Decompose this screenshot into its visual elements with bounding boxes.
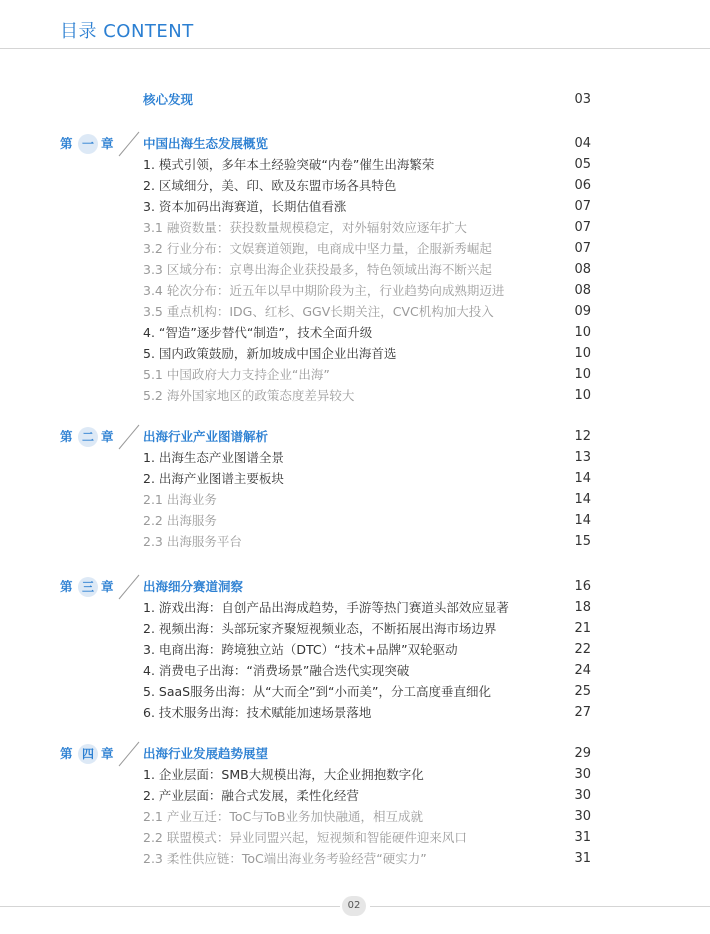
toc-entry-title: 3.1 融资数量：获投数量规模稳定，对外辐射效应逐年扩大 <box>143 220 467 235</box>
toc-entry-title: 2.2 出海服务 <box>143 513 217 528</box>
toc-chapter-heading[interactable] <box>143 744 591 764</box>
toc-section-entry[interactable] <box>143 703 591 723</box>
toc-entry-page: 07 <box>574 241 591 256</box>
toc-entry-title: 3.5 重点机构：IDG、红杉、GGV长期关注，CVC机构加大投入 <box>143 304 494 319</box>
toc-entry-page: 08 <box>574 262 591 277</box>
toc-subsection-entry[interactable] <box>143 386 591 406</box>
chapter-number-badge: 二 <box>78 427 98 447</box>
chapter-label <box>60 577 142 597</box>
toc-entry-page: 10 <box>574 388 591 403</box>
toc-subsection-entry[interactable] <box>143 828 591 848</box>
page-number-badge: 02 <box>342 896 366 916</box>
toc-section-entry[interactable] <box>143 765 591 785</box>
chapter-number-badge: 一 <box>78 134 98 154</box>
chapter-suffix: 章 <box>101 579 114 594</box>
toc-subsection-entry[interactable] <box>143 849 591 869</box>
toc-subsection-entry[interactable] <box>143 511 591 531</box>
slash-divider-icon <box>117 423 141 451</box>
toc-entry-page: 31 <box>574 830 591 845</box>
toc-subsection-entry[interactable] <box>143 807 591 827</box>
toc-entry-title: 3.4 轮次分布：近五年以早中期阶段为主，行业趋势向成熟期迈进 <box>143 283 505 298</box>
chapter-prefix: 第 <box>60 429 73 444</box>
toc-entry-page: 07 <box>574 199 591 214</box>
toc-entry-title: 2. 产业层面：融合式发展，柔性化经营 <box>143 788 359 803</box>
toc-entry-title: 5. SaaS服务出海：从“大而全”到“小而美”，分工高度垂直细化 <box>143 684 491 699</box>
toc-entry-title: 1. 企业层面：SMB大规模出海，大企业拥抱数字化 <box>143 767 424 782</box>
slash-divider-icon <box>117 573 141 601</box>
toc-entry-title: 3. 资本加码出海赛道，长期估值看涨 <box>143 199 347 214</box>
toc-entry-page: 15 <box>574 534 591 549</box>
toc-entry-title: 出海细分赛道洞察 <box>143 579 244 594</box>
toc-entry-title: 核心发现 <box>143 92 194 107</box>
toc-section-entry[interactable] <box>143 448 591 468</box>
toc-entry-page: 08 <box>574 283 591 298</box>
toc-entry-page: 07 <box>574 220 591 235</box>
slash-divider-icon <box>117 740 141 768</box>
toc-entry-title: 3. 电商出海：跨境独立站（DTC）“技术+品牌”双轮驱动 <box>143 642 458 657</box>
toc-entry-title: 中国出海生态发展概览 <box>143 136 269 151</box>
toc-entry-title: 6. 技术服务出海：技术赋能加速场景落地 <box>143 705 372 720</box>
toc-entry-page: 14 <box>574 513 591 528</box>
toc-entry-page: 16 <box>574 579 591 594</box>
toc-entry-title: 1. 游戏出海：自创产品出海成趋势，手游等热门赛道头部效应显著 <box>143 600 509 615</box>
toc-entry-page: 30 <box>574 809 591 824</box>
toc-entry-page: 22 <box>574 642 591 657</box>
toc-entry-title: 出海行业发展趋势展望 <box>143 746 269 761</box>
chapter-suffix: 章 <box>101 136 114 151</box>
toc-entry-page: 30 <box>574 767 591 782</box>
chapter-number-badge: 三 <box>78 577 98 597</box>
toc-entry-page: 10 <box>574 346 591 361</box>
chapter-label <box>60 744 142 764</box>
toc-entry-page: 14 <box>574 471 591 486</box>
slash-divider-icon <box>117 130 141 158</box>
toc-entry-page: 31 <box>574 851 591 866</box>
toc-chapter-heading[interactable] <box>143 577 591 597</box>
toc-entry-title: 4. 消费电子出海：“消费场景”融合迭代实现突破 <box>143 663 410 678</box>
toc-subsection-entry[interactable] <box>143 365 591 385</box>
toc-entry-page: 18 <box>574 600 591 615</box>
toc-entry-page: 10 <box>574 325 591 340</box>
toc-entry-page: 14 <box>574 492 591 507</box>
toc-entry-page: 24 <box>574 663 591 678</box>
chapter-suffix: 章 <box>101 746 114 761</box>
toc-section-entry[interactable] <box>143 197 591 217</box>
chapter-number-badge: 四 <box>78 744 98 764</box>
chapter-prefix: 第 <box>60 579 73 594</box>
footer-divider-left <box>0 906 340 907</box>
toc-entry-title: 5.1 中国政府大力支持企业“出海” <box>143 367 330 382</box>
toc-entry-title: 出海行业产业图谱解析 <box>143 429 269 444</box>
toc-entry-title: 4. “智造”逐步替代“制造”，技术全面升级 <box>143 325 373 340</box>
toc-chapter-heading[interactable] <box>143 427 591 447</box>
toc-entry-page: 09 <box>574 304 591 319</box>
toc-entry-page: 04 <box>574 136 591 151</box>
toc-subsection-entry[interactable] <box>143 302 591 322</box>
toc-entry-title: 2.2 联盟模式：异业同盟兴起，短视频和智能硬件迎来风口 <box>143 830 467 845</box>
chapter-label <box>60 134 142 154</box>
toc-section-entry[interactable] <box>143 640 591 660</box>
toc-entry-title: 5.2 海外国家地区的政策态度差异较大 <box>143 388 355 403</box>
toc-entry-title: 2.1 产业互迁：ToC与ToB业务加快融通，相互成就 <box>143 809 423 824</box>
toc-subsection-entry[interactable] <box>143 281 591 301</box>
toc-subsection-entry[interactable] <box>143 239 591 259</box>
footer-divider-right <box>370 906 710 907</box>
chapter-suffix: 章 <box>101 429 114 444</box>
toc-section-entry[interactable] <box>143 344 591 364</box>
toc-entry-title: 2. 区域细分，美、印、欧及东盟市场各具特色 <box>143 178 397 193</box>
toc-subsection-entry[interactable] <box>143 490 591 510</box>
toc-entry-title: 5. 国内政策鼓励，新加坡成中国企业出海首选 <box>143 346 397 361</box>
toc-entry-page: 25 <box>574 684 591 699</box>
toc-subsection-entry[interactable] <box>143 260 591 280</box>
toc-section-entry[interactable] <box>143 619 591 639</box>
toc-chapter-heading[interactable] <box>143 134 591 154</box>
page-title: 目录 CONTENT <box>60 21 194 42</box>
toc-section-entry[interactable] <box>143 598 591 618</box>
toc-entry-page: 10 <box>574 367 591 382</box>
toc-entry-title: 2.1 出海业务 <box>143 492 217 507</box>
chapter-prefix: 第 <box>60 746 73 761</box>
toc-entry-page: 29 <box>574 746 591 761</box>
toc-entry-title: 1. 模式引领，多年本土经验突破“内卷”催生出海繁荣 <box>143 157 435 172</box>
chapter-prefix: 第 <box>60 136 73 151</box>
toc-entry-title: 2.3 出海服务平台 <box>143 534 242 549</box>
toc-entry-title: 2. 出海产业图谱主要板块 <box>143 471 284 486</box>
toc-section-entry[interactable] <box>143 176 591 196</box>
toc-section-entry[interactable] <box>143 786 591 806</box>
toc-entry-title: 3.2 行业分布：文娱赛道领跑，电商成中坚力量，企服新秀崛起 <box>143 241 492 256</box>
toc-entry-page: 21 <box>574 621 591 636</box>
toc-entry-title: 2.3 柔性供应链：ToC端出海业务考验经营“硬实力” <box>143 851 427 866</box>
toc-entry-page: 06 <box>574 178 591 193</box>
chapter-label <box>60 427 142 447</box>
toc-entry-title: 2. 视频出海：头部玩家齐聚短视频业态，不断拓展出海市场边界 <box>143 621 497 636</box>
toc-section-entry[interactable] <box>143 155 591 175</box>
toc-entry-page: 13 <box>574 450 591 465</box>
toc-section-entry[interactable] <box>143 469 591 489</box>
toc-entry-page: 12 <box>574 429 591 444</box>
toc-entry-page: 05 <box>574 157 591 172</box>
toc-section-entry[interactable] <box>143 661 591 681</box>
toc-core-findings[interactable] <box>143 90 591 110</box>
toc-entry-page: 03 <box>574 92 591 107</box>
toc-entry-page: 30 <box>574 788 591 803</box>
toc-subsection-entry[interactable] <box>143 532 591 552</box>
toc-section-entry[interactable] <box>143 682 591 702</box>
toc-entry-page: 27 <box>574 705 591 720</box>
toc-entry-title: 3.3 区域分布：京粤出海企业获投最多，特色领域出海不断兴起 <box>143 262 492 277</box>
toc-section-entry[interactable] <box>143 323 591 343</box>
toc-entry-title: 1. 出海生态产业图谱全景 <box>143 450 284 465</box>
toc-subsection-entry[interactable] <box>143 218 591 238</box>
